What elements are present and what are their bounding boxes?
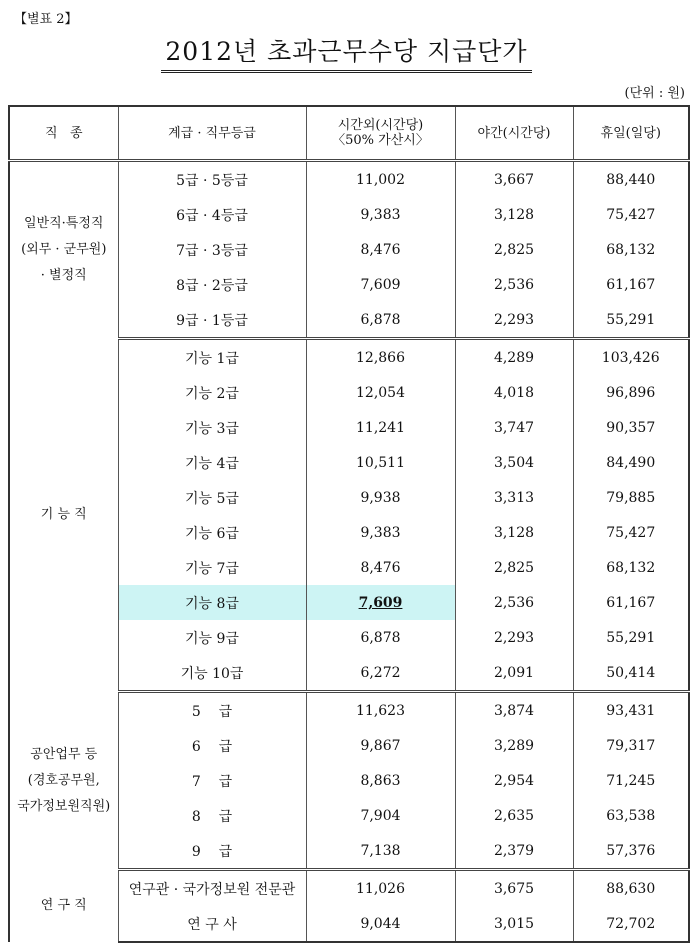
- night-cell: [455, 161, 573, 198]
- grade-cell: [118, 480, 306, 515]
- grade-cell: [118, 692, 306, 729]
- overtime-cell: [306, 692, 455, 729]
- holiday-cell: [573, 375, 689, 410]
- holiday-cell: [573, 798, 689, 833]
- header-overtime-line1: 시간외(시간당): [337, 118, 424, 133]
- holiday-cell-value: 61,167: [606, 276, 656, 293]
- overtime-cell: [306, 197, 455, 232]
- grade-cell-value: 6급 · 4등급: [176, 207, 248, 224]
- grade-cell-value: 기능 7급: [185, 560, 239, 577]
- header-overtime: [306, 106, 455, 161]
- holiday-cell: [573, 339, 689, 376]
- holiday-cell-value: 72,702: [606, 915, 656, 932]
- overtime-cell: [306, 410, 455, 445]
- night-cell: [455, 515, 573, 550]
- overtime-cell-value: 8,863: [360, 772, 401, 789]
- holiday-cell-value: 88,440: [606, 171, 656, 188]
- holiday-cell-value: 79,885: [606, 489, 656, 506]
- overtime-cell: [306, 267, 455, 302]
- overtime-cell-value: 11,026: [356, 880, 405, 897]
- holiday-cell-value: 79,317: [606, 737, 656, 754]
- overtime-cell-value: 10,511: [356, 454, 405, 471]
- night-cell-value: 2,536: [493, 594, 535, 611]
- night-cell-value: 4,018: [493, 384, 535, 401]
- category-cell: [9, 339, 118, 692]
- grade-cell-value: 기능 2급: [185, 385, 239, 402]
- holiday-cell-value: 71,245: [606, 772, 656, 789]
- night-cell: [455, 302, 573, 339]
- grade-cell-value: 7급 · 3등급: [176, 242, 248, 259]
- holiday-cell-value: 96,896: [606, 384, 656, 401]
- holiday-cell: [573, 870, 689, 907]
- holiday-cell-value: 55,291: [606, 311, 656, 328]
- grade-cell: [118, 763, 306, 798]
- night-cell: [455, 906, 573, 942]
- grade-cell-value: 기능 6급: [185, 525, 239, 542]
- night-cell-value: 4,289: [493, 349, 535, 366]
- holiday-cell: [573, 550, 689, 585]
- night-cell: [455, 480, 573, 515]
- grade-cell: [118, 550, 306, 585]
- holiday-cell: [573, 585, 689, 620]
- grade-cell: [118, 302, 306, 339]
- overtime-cell: [306, 870, 455, 907]
- table-row: [9, 692, 689, 729]
- night-cell-value: 3,015: [493, 915, 535, 932]
- grade-cell: [118, 339, 306, 376]
- header-grade: 계급 · 직무등급: [118, 106, 306, 161]
- holiday-cell-value: 90,357: [606, 419, 656, 436]
- holiday-cell: [573, 655, 689, 692]
- holiday-cell: [573, 410, 689, 445]
- grade-cell: [118, 585, 306, 620]
- holiday-cell: [573, 692, 689, 729]
- night-cell-value: 2,379: [493, 842, 535, 859]
- night-cell: [455, 655, 573, 692]
- night-cell: [455, 445, 573, 480]
- grade-cell: [118, 870, 306, 907]
- grade-cell: [118, 906, 306, 942]
- grade-cell-value: 기능 5급: [185, 490, 239, 507]
- grade-cell-value: 기능 4급: [185, 455, 239, 472]
- holiday-cell: [573, 480, 689, 515]
- grade-cell: [118, 197, 306, 232]
- holiday-cell: [573, 197, 689, 232]
- night-cell-value: 3,675: [493, 880, 535, 897]
- holiday-cell-value: 75,427: [606, 524, 656, 541]
- grade-cell-value: 7 급: [191, 773, 233, 790]
- overtime-cell-value: 6,878: [360, 311, 401, 328]
- night-cell: [455, 833, 573, 870]
- night-cell-value: 2,825: [493, 559, 535, 576]
- overtime-cell-value: 9,938: [360, 489, 401, 506]
- holiday-cell: [573, 763, 689, 798]
- holiday-cell: [573, 833, 689, 870]
- night-cell-value: 2,954: [493, 772, 535, 789]
- overtime-cell-value: 7,609: [360, 276, 401, 293]
- grade-cell-value: 5급 · 5등급: [176, 172, 248, 189]
- overtime-cell: [306, 763, 455, 798]
- holiday-cell: [573, 232, 689, 267]
- overtime-cell: [306, 480, 455, 515]
- overtime-cell: [306, 798, 455, 833]
- category-line: 연 구 직: [40, 897, 87, 913]
- holiday-cell-value: 57,376: [606, 842, 656, 859]
- holiday-cell-value: 50,414: [606, 664, 656, 681]
- holiday-cell-value: 68,132: [606, 559, 656, 576]
- grade-cell-value: 9급 · 1등급: [176, 312, 248, 329]
- holiday-cell: [573, 161, 689, 198]
- night-cell: [455, 267, 573, 302]
- night-cell-value: 3,874: [493, 702, 535, 719]
- grade-cell-value: 기능 3급: [185, 420, 239, 437]
- overtime-cell: [306, 445, 455, 480]
- table-row: [9, 161, 689, 198]
- overtime-cell-value: 8,476: [360, 241, 401, 258]
- overtime-cell-value: 7,138: [360, 842, 401, 859]
- night-cell: [455, 620, 573, 655]
- grade-cell: [118, 798, 306, 833]
- grade-cell-value: 기능 8급: [185, 595, 239, 612]
- night-cell: [455, 798, 573, 833]
- overtime-cell-value: 6,272: [360, 664, 401, 681]
- grade-cell-value: 8급 · 2등급: [176, 277, 248, 294]
- night-cell: [455, 692, 573, 729]
- night-cell-value: 3,128: [493, 206, 535, 223]
- holiday-cell: [573, 302, 689, 339]
- night-cell-value: 2,293: [493, 629, 535, 646]
- grade-cell: [118, 655, 306, 692]
- holiday-cell: [573, 515, 689, 550]
- night-cell: [455, 763, 573, 798]
- grade-cell-value: 9 급: [191, 843, 233, 860]
- night-cell-value: 2,091: [493, 664, 535, 681]
- header-holiday: 휴일(일당): [573, 106, 689, 161]
- overtime-cell-value: 11,623: [356, 702, 405, 719]
- grade-cell: [118, 445, 306, 480]
- grade-cell-value: 기능 10급: [180, 665, 244, 682]
- night-cell: [455, 728, 573, 763]
- holiday-cell-value: 63,538: [606, 807, 656, 824]
- table-body: [9, 161, 689, 943]
- header-job: 직 종: [9, 106, 118, 161]
- grade-cell: [118, 232, 306, 267]
- grade-cell-value: 5 급: [191, 703, 233, 720]
- holiday-cell-value: 103,426: [601, 349, 660, 366]
- holiday-cell-value: 88,630: [606, 880, 656, 897]
- night-cell-value: 2,825: [493, 241, 535, 258]
- overtime-cell-value: 12,866: [356, 349, 405, 366]
- grade-cell: [118, 620, 306, 655]
- holiday-cell: [573, 620, 689, 655]
- grade-cell-value: 6 급: [191, 738, 233, 755]
- grade-cell-value: 기능 9급: [185, 630, 239, 647]
- holiday-cell: [573, 728, 689, 763]
- category-cell: [9, 870, 118, 943]
- overtime-cell-value: 8,476: [360, 559, 401, 576]
- holiday-cell-value: 55,291: [606, 629, 656, 646]
- overtime-cell: [306, 339, 455, 376]
- overtime-cell: [306, 728, 455, 763]
- category-line: 일반직·특정직: [24, 216, 104, 232]
- overtime-cell: [306, 906, 455, 942]
- holiday-cell-value: 68,132: [606, 241, 656, 258]
- grade-cell: [118, 728, 306, 763]
- overtime-cell: [306, 655, 455, 692]
- grade-cell-value: 연구관 · 국가정보원 전문관: [128, 881, 296, 898]
- header-night: 야간(시간당): [455, 106, 573, 161]
- page-title: 2012년 초과근무수당 지급단가: [161, 32, 531, 73]
- category-line: 공안업무 등: [30, 746, 98, 762]
- holiday-cell: [573, 267, 689, 302]
- grade-cell-value: 8 급: [191, 808, 233, 825]
- header-overtime-line2: 〈50% 가산시〉: [332, 133, 429, 148]
- grade-cell: [118, 375, 306, 410]
- overtime-cell: [306, 375, 455, 410]
- attachment-label: 【별표 2】: [14, 12, 78, 27]
- category-line: (외무 · 군무원): [21, 242, 107, 258]
- holiday-cell-value: 84,490: [606, 454, 656, 471]
- night-cell-value: 3,504: [493, 454, 535, 471]
- night-cell: [455, 197, 573, 232]
- overtime-cell-value: 9,867: [360, 737, 401, 754]
- holiday-cell: [573, 445, 689, 480]
- night-cell-value: 3,313: [493, 489, 535, 506]
- night-cell: [455, 410, 573, 445]
- overtime-cell-value: 9,044: [360, 915, 401, 932]
- overtime-cell: [306, 620, 455, 655]
- overtime-cell: [306, 161, 455, 198]
- night-cell: [455, 585, 573, 620]
- unit-note: (단위 : 원): [624, 86, 685, 101]
- holiday-cell-value: 61,167: [606, 594, 656, 611]
- overtime-cell: [306, 833, 455, 870]
- night-cell: [455, 550, 573, 585]
- night-cell-value: 3,289: [493, 737, 535, 754]
- overtime-cell-value: 9,383: [360, 206, 401, 223]
- night-cell-value: 3,747: [493, 419, 535, 436]
- overtime-cell: [306, 232, 455, 267]
- overtime-cell: [306, 585, 455, 620]
- night-cell-value: 2,293: [493, 311, 535, 328]
- overtime-cell: [306, 550, 455, 585]
- night-cell: [455, 870, 573, 907]
- grade-cell: [118, 267, 306, 302]
- overtime-cell-value: 6,878: [360, 629, 401, 646]
- overtime-cell-value: 11,002: [356, 171, 405, 188]
- holiday-cell-value: 75,427: [606, 206, 656, 223]
- night-cell-value: 2,536: [493, 276, 535, 293]
- category-line: 국가정보원직원): [17, 798, 111, 814]
- grade-cell: [118, 161, 306, 198]
- overtime-cell: [306, 302, 455, 339]
- grade-cell: [118, 410, 306, 445]
- grade-cell-value: 연 구 사: [187, 916, 237, 933]
- night-cell-value: 3,128: [493, 524, 535, 541]
- allowance-table: [8, 105, 690, 943]
- night-cell: [455, 375, 573, 410]
- category-cell: [9, 161, 118, 339]
- grade-cell-value: 기능 1급: [185, 350, 239, 367]
- night-cell: [455, 232, 573, 267]
- table-row: [9, 870, 689, 907]
- header-row: [9, 106, 689, 161]
- category-line: 기 능 직: [40, 507, 87, 522]
- night-cell-value: 3,667: [493, 171, 535, 188]
- overtime-cell-value: 7,904: [360, 807, 401, 824]
- night-cell-value: 2,635: [493, 807, 535, 824]
- overtime-cell-value: 12,054: [356, 384, 405, 401]
- category-line: (경호공무원,: [27, 772, 100, 788]
- overtime-cell-value: 7,609: [358, 594, 403, 611]
- night-cell: [455, 339, 573, 376]
- grade-cell: [118, 833, 306, 870]
- overtime-cell-value: 9,383: [360, 524, 401, 541]
- category-line: · 별정직: [40, 268, 87, 284]
- holiday-cell-value: 93,431: [606, 702, 656, 719]
- category-cell: [9, 692, 118, 870]
- overtime-cell-value: 11,241: [356, 419, 405, 436]
- grade-cell: [118, 515, 306, 550]
- holiday-cell: [573, 906, 689, 942]
- table-row: [9, 339, 689, 376]
- overtime-cell: [306, 515, 455, 550]
